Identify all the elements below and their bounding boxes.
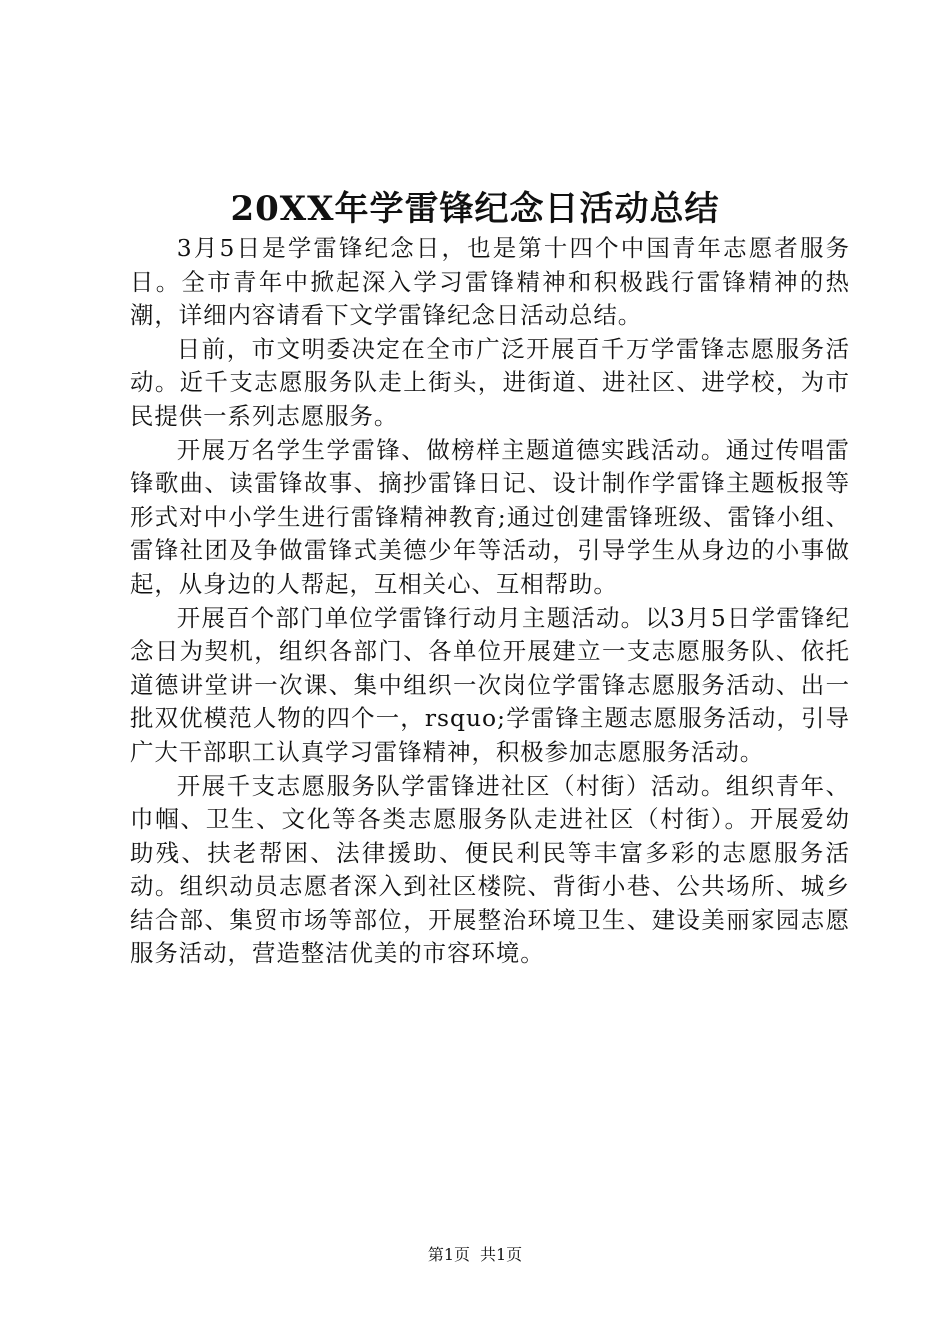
page-footer xyxy=(0,1244,950,1266)
paragraph-students: 开展万名学生学雷锋、做榜样主题道德实践活动。通过传唱雷锋歌曲、读雷锋故事、摘抄雷锋日记、设计制作学雷锋主题板报等形式对中小学生进行雷锋精神教育;通过创建雷锋班级、雷锋小组、雷锋社团及争做雷锋式美德少年等活动，引导学生从身边的小事做起，从身边的人帮起，互相关心、互相帮助。 xyxy=(130,435,850,598)
page-number-total: 共1页 xyxy=(480,1245,523,1264)
paragraph-departments: 开展百个部门单位学雷锋行动月主题活动。以3月5日学雷锋纪念日为契机，组织各部门、各单位开展建立一支志愿服务队、依托道德讲堂讲一次课、集中组织一次岗位学雷锋志愿服务活动、出一批双优模范人物的四个一，rsquo;学雷锋主题志愿服务活动，引导广大干部职工认真学习雷锋精神，积极参加志愿服务活动。 xyxy=(130,603,850,766)
paragraph-announcement: 日前，市文明委决定在全市广泛开展百千万学雷锋志愿服务活动。近千支志愿服务队走上街头，进街道、进社区、进学校，为市民提供一系列志愿服务。 xyxy=(130,334,850,430)
paragraph-volunteer-teams: 开展千支志愿服务队学雷锋进社区（村街）活动。组织青年、巾帼、卫生、文化等各类志愿服务队走进社区（村街）。开展爱幼助残、扶老帮困、法律援助、便民利民等丰富多彩的志愿服务活动。组织动员志愿者深入到社区楼院、背街小巷、公共场所、城乡结合部、集贸市场等部位，开展整治环境卫生、建设美丽家园志愿服务活动，营造整洁优美的市容环境。 xyxy=(130,771,850,968)
paragraph-intro: 3月5日是学雷锋纪念日，也是第十四个中国青年志愿者服务日。全市青年中掀起深入学习雷锋精神和积极践行雷锋精神的热潮，详细内容请看下文学雷锋纪念日活动总结。 xyxy=(130,234,850,330)
document-body xyxy=(130,232,850,971)
page-number-current: 第1页 xyxy=(427,1245,470,1264)
document-title: 20XX年学雷锋纪念日活动总结 xyxy=(230,189,720,229)
